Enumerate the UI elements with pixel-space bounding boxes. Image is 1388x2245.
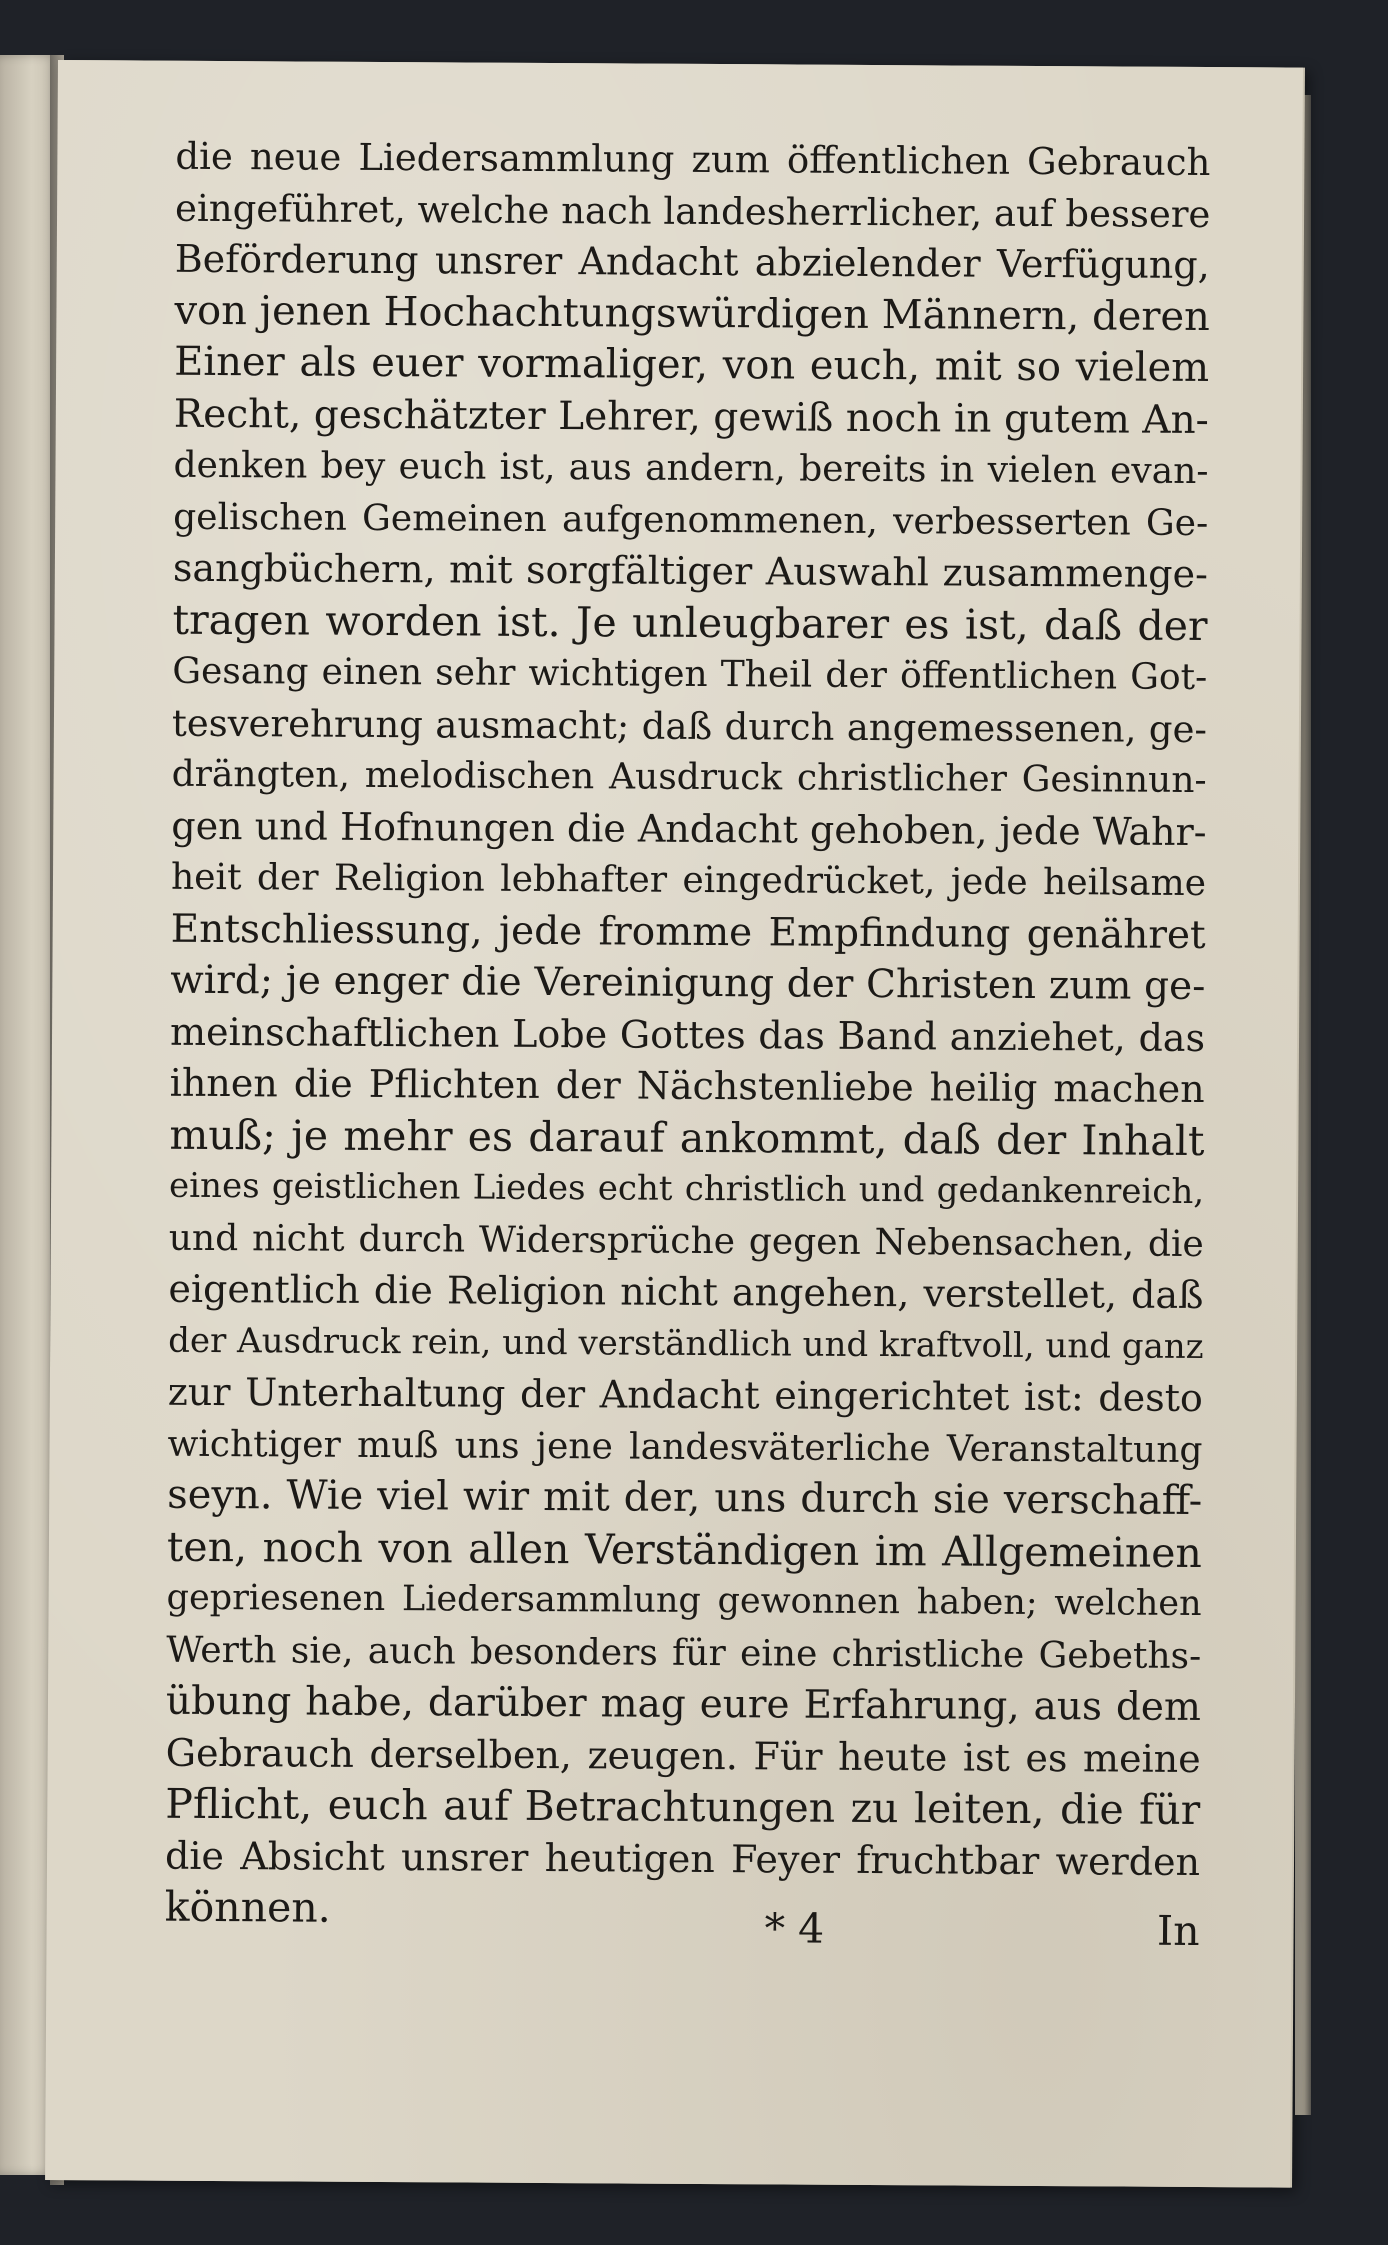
text-line: die neue Liedersammlung zum öffentlichen Gebrauch (175, 134, 1211, 185)
text-line: gen und Hofnungen die Andacht gehoben, jede Wahr- (171, 803, 1207, 854)
text-line: zur Unterhaltung der Andacht eingerichtet ist: desto (167, 1369, 1203, 1421)
text-line: übung habe, darüber mag eure Erfahrung, aus dem (165, 1678, 1202, 1731)
text-line: Pflicht, euch auf Betrachtungen zu leiten, die für (165, 1779, 1201, 1835)
text-line: der Ausdruck rein, und verständlich und kraftvoll, und ganz (168, 1320, 1204, 1367)
text-line: Beförderung unsrer Andacht abzielender Verfügung, (174, 236, 1210, 288)
text-line: wichtiger muß uns jene landesväterliche Veranstaltung (167, 1423, 1203, 1471)
text-line: gelischen Gemeinen aufgenommenen, verbesserten Ge- (173, 496, 1209, 544)
text-line: tragen worden ist. Je unleugbarer es ist, daß der (172, 595, 1208, 650)
signature-mark: * 4 (764, 1904, 825, 1953)
text-line: Recht, geschätzter Lehrer, gewiß noch in gutem An- (173, 391, 1209, 443)
text-line: eingeführet, welche nach landesherrlicher, auf bessere (174, 186, 1211, 236)
text-line: die Absicht unsrer heutigen Feyer fruchtbar werden (164, 1833, 1201, 1884)
text-line: muß; je mehr es darauf ankommt, daß der Inhalt (169, 1110, 1205, 1165)
text-line: heit der Religion lebhafter eingedrücket, jede heilsame (170, 856, 1207, 905)
text-line: meinschaftlichen Lobe Gottes das Band anziehet, das (169, 1009, 1206, 1060)
text-line: von jenen Hochachtungswürdigen Männern, deren (174, 287, 1210, 340)
text-line: sangbüchern, mit sorgfältiger Auswahl zusammenge- (172, 545, 1209, 597)
text-line: Gebrauch derselben, zeugen. Für heute ist es meine (165, 1730, 1201, 1781)
text-line: Werth sie, auch besonders für eine christliche Gebeths- (166, 1629, 1202, 1677)
book-page (45, 60, 1303, 2188)
text-line: gepriesenen Liedersammlung gewonnen haben; welchen (166, 1577, 1202, 1625)
text-line: tesverehrung ausmacht; daß durch angemessenen, ge- (171, 701, 1208, 751)
text-line: Gesang einen sehr wichtigen Theil der öffentlichen Got- (172, 650, 1208, 699)
text-line: können. (164, 1882, 331, 1932)
text-line: und nicht durch Widersprüche gegen Nebensachen, die (168, 1217, 1204, 1265)
text-line: eines geistlichen Liedes echt christlich und gedankenreich, (169, 1165, 1205, 1213)
text-line: ten, noch von allen Verständigen im Allgemeinen (166, 1522, 1203, 1577)
text-line: ihnen die Pflichten der Nächstenliebe heilig machen (169, 1060, 1205, 1112)
text-line: seyn. Wie viel wir mit der, uns durch sie verschaff- (167, 1471, 1203, 1525)
text-line: wird; je enger die Vereinigung der Christen zum ge- (170, 957, 1206, 1010)
text-line: drängten, melodischen Ausdruck christlicher Gesinnun- (171, 753, 1207, 802)
page-footer (164, 1901, 1199, 1967)
text-line: eigentlich die Religion nicht angehen, verstellet, daß (168, 1266, 1204, 1318)
catchword: In (1156, 1906, 1200, 1956)
text-line: denken bey euch ist, aus andern, bereits in vielen evan- (173, 444, 1209, 493)
text-line: Entschliessung, jede fromme Empfindung genähret (170, 906, 1206, 958)
body-text (165, 131, 1211, 1940)
text-line: Einer als euer vormaliger, von euch, mit so vielem (174, 338, 1210, 392)
